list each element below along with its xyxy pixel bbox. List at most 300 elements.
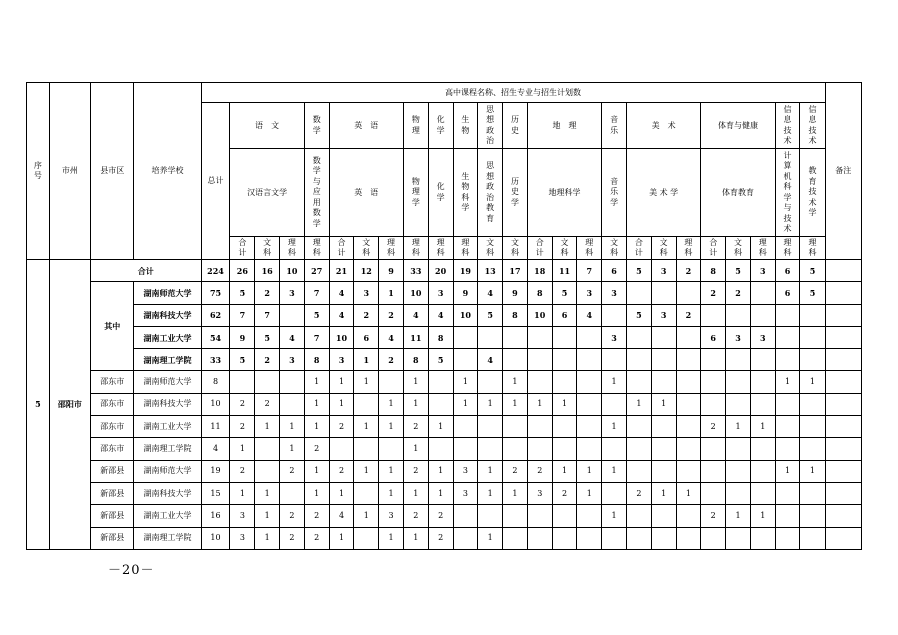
data-cell xyxy=(453,527,478,549)
data-cell xyxy=(701,371,726,393)
data-cell: 1 xyxy=(577,482,602,504)
header-major: 美 术 学 xyxy=(626,149,700,237)
remark-cell xyxy=(825,304,861,326)
data-cell: 1 xyxy=(726,505,751,527)
data-cell: 2 xyxy=(626,482,651,504)
data-cell: 2 xyxy=(329,416,354,438)
data-cell xyxy=(503,438,528,460)
cell-text: 序号 xyxy=(33,160,42,180)
data-cell xyxy=(750,460,775,482)
cell-text: 文科 xyxy=(610,237,619,257)
data-cell: 10 xyxy=(403,282,428,304)
data-cell: 2 xyxy=(280,460,305,482)
total-label: 合计 xyxy=(91,260,202,282)
data-cell: 1 xyxy=(527,393,552,415)
data-cell: 1 xyxy=(280,438,305,460)
total-value: 224 xyxy=(201,260,230,282)
header-sub xyxy=(726,237,751,260)
data-cell xyxy=(354,482,379,504)
header-sub xyxy=(230,237,255,260)
school-name: 湖南科技大学 xyxy=(134,393,201,415)
data-cell xyxy=(503,326,528,348)
data-cell: 2 xyxy=(280,505,305,527)
header-major xyxy=(304,149,329,237)
data-cell: 2 xyxy=(230,393,255,415)
total-value: 21 xyxy=(329,260,354,282)
header-sub xyxy=(379,237,404,260)
data-cell xyxy=(255,460,280,482)
school-name: 湖南工业大学 xyxy=(134,326,201,348)
total-value: 20 xyxy=(428,260,453,282)
data-cell xyxy=(280,371,305,393)
data-cell: 2 xyxy=(379,304,404,326)
data-cell xyxy=(255,371,280,393)
header-city: 市州 xyxy=(49,83,90,260)
data-cell xyxy=(354,393,379,415)
data-cell: 2 xyxy=(255,349,280,371)
data-cell xyxy=(800,527,825,549)
data-cell: 2 xyxy=(428,527,453,549)
data-cell xyxy=(676,326,701,348)
remark-cell xyxy=(825,505,861,527)
data-cell: 4 xyxy=(280,326,305,348)
data-cell xyxy=(701,460,726,482)
data-cell: 6 xyxy=(775,282,800,304)
total-value: 8 xyxy=(701,260,726,282)
cell-text: 计算机科学与技术 xyxy=(783,150,792,233)
data-cell: 5 xyxy=(800,282,825,304)
school-name: 湖南科技大学 xyxy=(134,304,201,326)
cell-text: 合计 xyxy=(709,237,718,257)
data-cell: 5 xyxy=(552,282,577,304)
header-sub xyxy=(329,237,354,260)
header-sub xyxy=(280,237,305,260)
header-major xyxy=(403,149,428,237)
cell-text: 文科 xyxy=(560,237,569,257)
data-cell: 16 xyxy=(201,505,230,527)
header-sub xyxy=(626,237,651,260)
header-major xyxy=(503,149,528,237)
data-cell: 3 xyxy=(453,460,478,482)
data-cell: 2 xyxy=(304,438,329,460)
total-value: 2 xyxy=(676,260,701,282)
cell-text: 数学 xyxy=(312,115,321,135)
data-cell xyxy=(676,393,701,415)
data-cell: 1 xyxy=(453,393,478,415)
data-cell: 3 xyxy=(230,527,255,549)
cell-text: 物理 xyxy=(411,115,420,135)
data-cell: 10 xyxy=(201,527,230,549)
county-name: 新邵县 xyxy=(91,527,134,549)
cell-text: 物理学 xyxy=(411,176,420,207)
data-cell: 15 xyxy=(201,482,230,504)
data-cell xyxy=(552,416,577,438)
data-cell xyxy=(726,482,751,504)
data-cell: 2 xyxy=(280,527,305,549)
data-cell xyxy=(676,349,701,371)
school-name: 湖南工业大学 xyxy=(134,505,201,527)
data-cell xyxy=(527,371,552,393)
data-cell: 1 xyxy=(280,416,305,438)
school-name: 湖南师范大学 xyxy=(134,460,201,482)
data-cell: 2 xyxy=(379,349,404,371)
data-cell xyxy=(800,304,825,326)
data-cell: 6 xyxy=(552,304,577,326)
data-cell: 1 xyxy=(503,482,528,504)
header-county: 县市区 xyxy=(91,83,134,260)
data-cell: 1 xyxy=(478,482,503,504)
data-cell: 7 xyxy=(255,304,280,326)
data-cell: 1 xyxy=(478,460,503,482)
header-major xyxy=(428,149,453,237)
data-cell: 62 xyxy=(201,304,230,326)
data-cell: 3 xyxy=(602,326,627,348)
data-cell: 1 xyxy=(329,527,354,549)
cell-text: 信息技术 xyxy=(783,104,792,145)
data-cell: 1 xyxy=(602,460,627,482)
data-cell: 1 xyxy=(800,371,825,393)
data-cell xyxy=(428,371,453,393)
county-name: 邵东市 xyxy=(91,416,134,438)
data-cell: 1 xyxy=(354,505,379,527)
data-cell: 10 xyxy=(527,304,552,326)
data-cell: 1 xyxy=(726,416,751,438)
data-cell xyxy=(775,527,800,549)
remark-cell xyxy=(825,460,861,482)
header-course xyxy=(775,103,800,149)
data-cell xyxy=(775,304,800,326)
header-course xyxy=(800,103,825,149)
cell-text: 理科 xyxy=(783,237,792,257)
school-name: 湖南师范大学 xyxy=(134,282,201,304)
data-cell: 3 xyxy=(354,282,379,304)
data-cell: 9 xyxy=(503,282,528,304)
data-cell: 1 xyxy=(255,416,280,438)
data-cell: 4 xyxy=(329,505,354,527)
data-cell xyxy=(701,482,726,504)
data-cell: 2 xyxy=(354,304,379,326)
total-value: 3 xyxy=(651,260,676,282)
data-cell xyxy=(775,326,800,348)
data-cell: 1 xyxy=(379,482,404,504)
data-cell: 8 xyxy=(527,282,552,304)
data-cell: 3 xyxy=(280,349,305,371)
cell-text: 思想政治教育 xyxy=(486,161,495,223)
data-cell xyxy=(552,438,577,460)
data-cell: 7 xyxy=(304,326,329,348)
data-cell: 4 xyxy=(403,304,428,326)
data-cell xyxy=(577,393,602,415)
cell-text: 生物科学 xyxy=(461,171,470,212)
data-cell xyxy=(527,416,552,438)
header-major: 汉语言文学 xyxy=(230,149,304,237)
data-cell: 1 xyxy=(403,393,428,415)
data-cell xyxy=(503,505,528,527)
data-cell xyxy=(577,527,602,549)
data-cell: 1 xyxy=(602,505,627,527)
data-cell xyxy=(503,527,528,549)
data-cell: 2 xyxy=(255,282,280,304)
header-sub xyxy=(428,237,453,260)
header-course: 体育与健康 xyxy=(701,103,775,149)
data-cell: 1 xyxy=(255,527,280,549)
header-seq xyxy=(27,83,50,260)
data-cell xyxy=(750,371,775,393)
remark-cell xyxy=(825,438,861,460)
data-cell xyxy=(552,527,577,549)
data-cell: 1 xyxy=(503,393,528,415)
data-cell xyxy=(626,326,651,348)
cell-text: 音乐学 xyxy=(610,176,619,207)
county-name: 新邵县 xyxy=(91,505,134,527)
data-cell: 8 xyxy=(403,349,428,371)
data-cell: 1 xyxy=(775,460,800,482)
group-label: 其中 xyxy=(91,282,134,371)
header-sub xyxy=(701,237,726,260)
header-course: 美 术 xyxy=(626,103,700,149)
remark-cell xyxy=(825,393,861,415)
data-cell xyxy=(354,438,379,460)
data-cell xyxy=(230,371,255,393)
school-name: 湖南理工学院 xyxy=(134,349,201,371)
data-cell xyxy=(453,505,478,527)
data-cell xyxy=(255,438,280,460)
total-value: 5 xyxy=(800,260,825,282)
cell-text: 理科 xyxy=(585,237,594,257)
header-course xyxy=(428,103,453,149)
remark-cell xyxy=(825,527,861,549)
data-cell: 3 xyxy=(329,349,354,371)
data-cell: 5 xyxy=(255,326,280,348)
header-sub xyxy=(478,237,503,260)
data-cell xyxy=(453,438,478,460)
data-cell: 2 xyxy=(701,505,726,527)
school-name: 湖南理工学院 xyxy=(134,438,201,460)
data-cell xyxy=(478,371,503,393)
data-cell: 33 xyxy=(201,349,230,371)
table-body xyxy=(27,83,862,550)
data-cell: 1 xyxy=(230,482,255,504)
total-value: 27 xyxy=(304,260,329,282)
total-value: 10 xyxy=(280,260,305,282)
data-cell: 1 xyxy=(255,482,280,504)
data-cell: 2 xyxy=(230,416,255,438)
header-course: 语 文 xyxy=(230,103,304,149)
data-cell: 1 xyxy=(230,438,255,460)
data-cell: 1 xyxy=(304,371,329,393)
data-cell: 1 xyxy=(478,393,503,415)
data-cell xyxy=(626,438,651,460)
data-cell: 3 xyxy=(726,326,751,348)
data-cell: 8 xyxy=(428,326,453,348)
header-sub xyxy=(577,237,602,260)
data-cell: 1 xyxy=(354,371,379,393)
data-cell: 3 xyxy=(230,505,255,527)
total-value: 33 xyxy=(403,260,428,282)
data-cell: 1 xyxy=(329,482,354,504)
remark-cell xyxy=(825,349,861,371)
data-cell: 3 xyxy=(602,282,627,304)
data-cell: 1 xyxy=(354,460,379,482)
cell-text: 文科 xyxy=(263,237,272,257)
data-cell xyxy=(750,438,775,460)
header-sub xyxy=(503,237,528,260)
cell-text: 数学与应用数学 xyxy=(312,155,321,228)
data-cell: 4 xyxy=(577,304,602,326)
data-cell: 9 xyxy=(230,326,255,348)
data-cell: 1 xyxy=(304,482,329,504)
data-cell xyxy=(577,438,602,460)
enrollment-plan-table xyxy=(26,82,862,550)
data-cell: 3 xyxy=(280,282,305,304)
data-cell: 4 xyxy=(329,304,354,326)
data-cell: 1 xyxy=(379,416,404,438)
data-cell: 2 xyxy=(304,505,329,527)
data-cell: 1 xyxy=(503,371,528,393)
header-banner: 高中课程名称、招生专业与招生计划数 xyxy=(201,83,825,103)
data-cell xyxy=(577,416,602,438)
cell-text: 合计 xyxy=(634,237,643,257)
data-cell xyxy=(775,393,800,415)
cell-text: 化学 xyxy=(436,182,445,202)
header-course xyxy=(602,103,627,149)
data-cell xyxy=(800,393,825,415)
data-cell: 3 xyxy=(750,326,775,348)
data-cell: 2 xyxy=(726,282,751,304)
header-sub xyxy=(602,237,627,260)
data-cell: 1 xyxy=(255,505,280,527)
data-cell xyxy=(453,349,478,371)
data-cell xyxy=(527,438,552,460)
header-major xyxy=(453,149,478,237)
county-name: 邵东市 xyxy=(91,393,134,415)
data-cell xyxy=(552,349,577,371)
data-cell: 6 xyxy=(701,326,726,348)
data-cell: 4 xyxy=(478,349,503,371)
header-course xyxy=(403,103,428,149)
data-cell: 1 xyxy=(403,482,428,504)
data-cell: 1 xyxy=(379,460,404,482)
header-course xyxy=(304,103,329,149)
data-cell xyxy=(626,282,651,304)
data-cell: 3 xyxy=(577,282,602,304)
data-cell xyxy=(651,371,676,393)
data-cell: 1 xyxy=(354,349,379,371)
remark-cell xyxy=(825,326,861,348)
data-cell: 1 xyxy=(403,438,428,460)
data-cell: 11 xyxy=(201,416,230,438)
total-value: 5 xyxy=(726,260,751,282)
data-cell: 5 xyxy=(304,304,329,326)
data-cell: 2 xyxy=(701,416,726,438)
header-sub xyxy=(453,237,478,260)
header-major xyxy=(800,149,825,237)
header-school: 培养学校 xyxy=(134,83,201,260)
data-cell xyxy=(379,438,404,460)
data-cell: 2 xyxy=(701,282,726,304)
data-cell: 8 xyxy=(201,371,230,393)
data-cell: 1 xyxy=(428,460,453,482)
header-sub xyxy=(750,237,775,260)
data-cell: 1 xyxy=(428,482,453,504)
cell-text: 理科 xyxy=(287,237,296,257)
data-cell: 1 xyxy=(750,505,775,527)
data-cell xyxy=(626,505,651,527)
header-sub xyxy=(255,237,280,260)
data-cell xyxy=(428,438,453,460)
data-cell: 2 xyxy=(676,304,701,326)
data-cell xyxy=(726,349,751,371)
data-cell xyxy=(775,438,800,460)
cell-text: 合计 xyxy=(337,237,346,257)
header-major: 地理科学 xyxy=(527,149,601,237)
data-cell: 8 xyxy=(503,304,528,326)
county-name: 邵东市 xyxy=(91,371,134,393)
data-cell xyxy=(602,527,627,549)
data-cell: 1 xyxy=(403,371,428,393)
region-city: 邵阳市 xyxy=(49,260,90,550)
cell-text: 理科 xyxy=(684,237,693,257)
remark-cell xyxy=(825,282,861,304)
header-major xyxy=(478,149,503,237)
data-cell: 1 xyxy=(304,393,329,415)
data-cell: 1 xyxy=(379,282,404,304)
data-cell: 2 xyxy=(230,460,255,482)
remark-cell xyxy=(825,482,861,504)
data-cell xyxy=(701,527,726,549)
data-cell: 1 xyxy=(379,393,404,415)
data-cell xyxy=(651,438,676,460)
data-cell: 2 xyxy=(304,527,329,549)
data-cell: 2 xyxy=(503,460,528,482)
data-cell xyxy=(676,505,701,527)
data-cell: 3 xyxy=(527,482,552,504)
school-name: 湖南理工学院 xyxy=(134,527,201,549)
data-cell xyxy=(329,438,354,460)
total-value: 19 xyxy=(453,260,478,282)
total-value: 12 xyxy=(354,260,379,282)
total-value: 6 xyxy=(775,260,800,282)
cell-text: 理科 xyxy=(411,237,420,257)
total-value: 9 xyxy=(379,260,404,282)
data-cell: 1 xyxy=(750,416,775,438)
data-cell xyxy=(701,393,726,415)
header-remark: 备注 xyxy=(825,83,861,260)
cell-text: 理科 xyxy=(758,237,767,257)
data-cell xyxy=(602,349,627,371)
total-value: 3 xyxy=(750,260,775,282)
data-cell: 4 xyxy=(428,304,453,326)
data-cell xyxy=(577,505,602,527)
data-cell: 2 xyxy=(428,505,453,527)
data-cell xyxy=(527,505,552,527)
data-cell: 1 xyxy=(676,482,701,504)
data-cell xyxy=(775,349,800,371)
data-cell xyxy=(478,505,503,527)
cell-text: 音乐 xyxy=(610,115,619,135)
data-cell xyxy=(602,393,627,415)
data-cell xyxy=(800,416,825,438)
data-cell xyxy=(602,304,627,326)
total-value: 18 xyxy=(527,260,552,282)
data-cell xyxy=(701,438,726,460)
data-cell: 1 xyxy=(428,416,453,438)
cell-text: 思想政治 xyxy=(486,104,495,145)
data-cell: 1 xyxy=(602,416,627,438)
data-cell: 3 xyxy=(651,304,676,326)
cell-text: 文科 xyxy=(362,237,371,257)
total-value: 11 xyxy=(552,260,577,282)
